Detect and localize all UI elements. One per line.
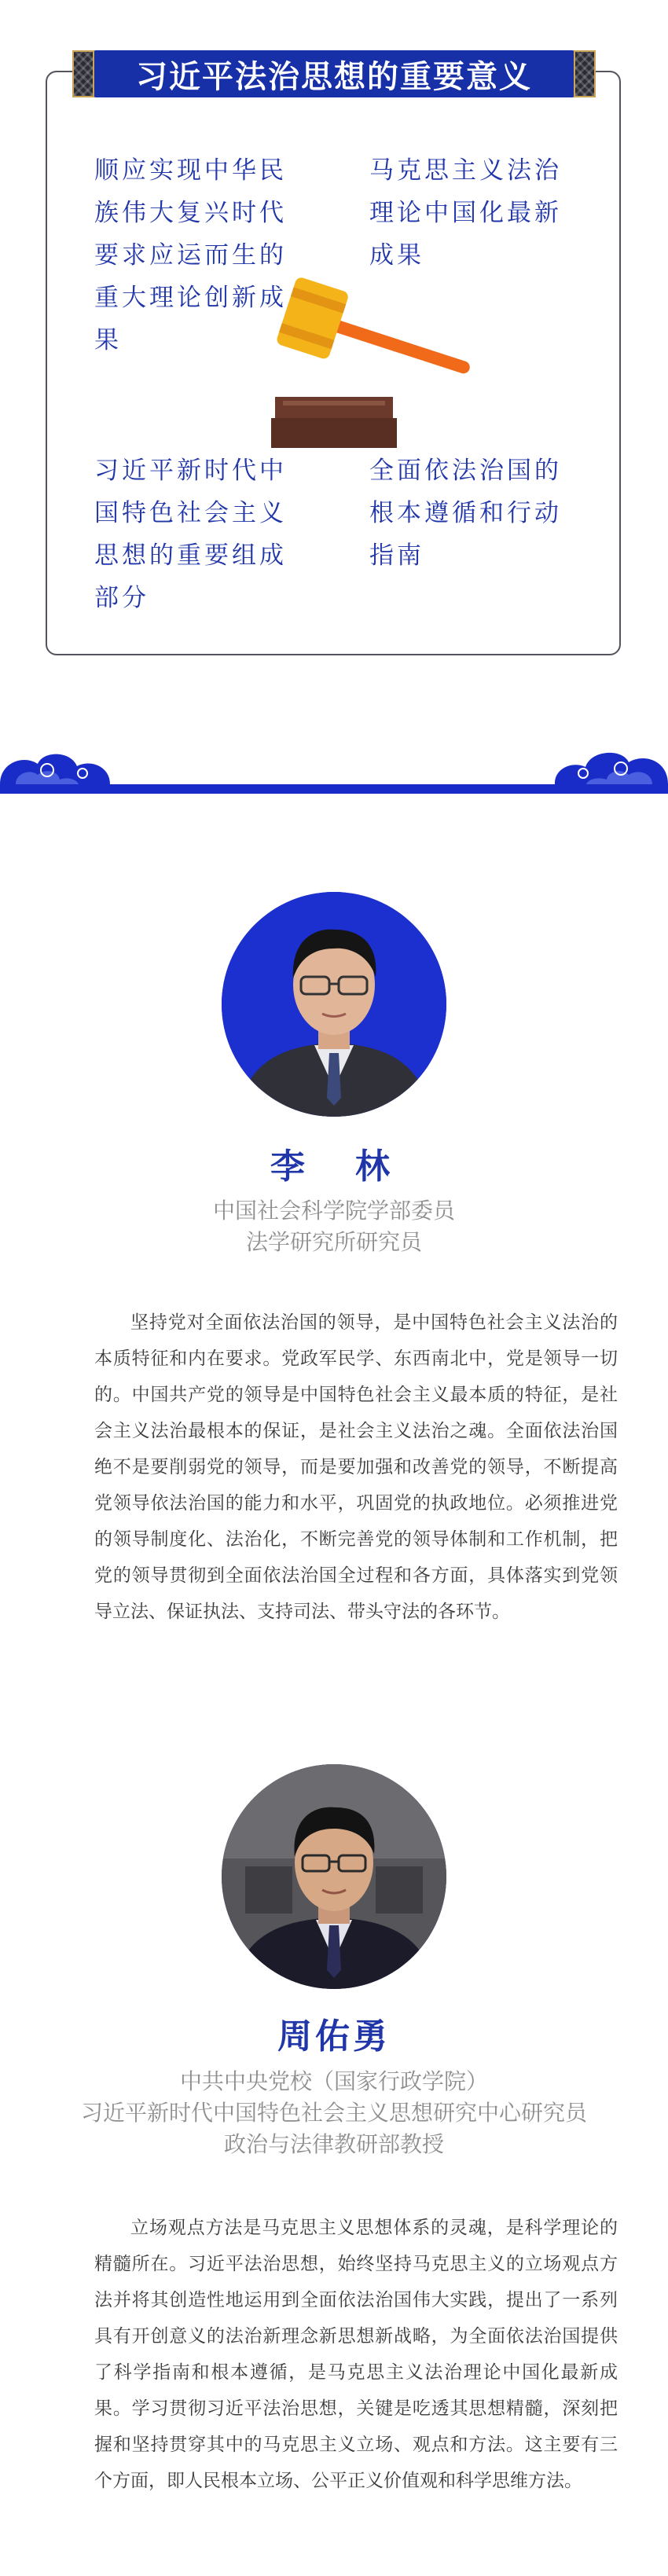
person-title-line: 习近平新时代中国特色社会主义思想研究中心研究员 [80,2100,587,2126]
section-title: 习近平法治思想的重要意义 [136,58,532,95]
banner-ornament-right [574,50,596,97]
banner-ornament-left [72,50,94,97]
person-title-line: 中国社会科学院学部委员 [212,1198,455,1224]
portrait-image [222,1764,446,1989]
significance-point-2: 马克思主义法治理论中国化最新成果 [369,156,562,270]
quote-paragraph: 立场观点方法是马克思主义思想体系的灵魂，是科学理论的精髓所在。习近平法治思想，始终坚持马克思主义的立场观点方法并将其创造性地运用到全面依法治国伟大实践，提出了一系列具有开创意义的法治新理念新思想新战略，为全面依法治国提供了科学指南和根本遵循，是马克思主义法治理论中国化最新成果。学习贯彻习近平法治思想，关键是吃透其思想精髓，深刻把握和坚持贯穿其中的马克思主义立场、观点和方法。这主要有三个方面，即人民根本立场、公平正义价值观和科学思维方法。 [94,2218,618,2491]
portrait-image [222,892,446,1117]
gavel-icon [271,275,491,448]
person-title-line: 法学研究所研究员 [245,1229,422,1255]
avatar-zhou-youyong [222,1764,446,1989]
title-banner [93,50,575,97]
person-title-line: 中共中央党校（国家行政学院） [179,2068,488,2094]
significance-point-3: 习近平新时代中国特色社会主义思想的重要组成部分 [94,457,287,612]
significance-point-1: 顺应实现中华民族伟大复兴时代要求应运而生的重大理论创新成果 [94,156,287,354]
person-name: 李 林 [270,1147,398,1187]
person-title-line: 政治与法律教研部教授 [223,2131,444,2157]
quote-paragraph: 坚持党对全面依法治国的领导，是中国特色社会主义法治的本质特征和内在要求。党政军民学、东西南北中，党是领导一切的。中国共产党的领导是中国特色社会主义最本质的特征，是社会主义法治最根本的保证，是社会主义法治之魂。全面依法治国绝不是要削弱党的领导，而是要加强和改善党的领导，不断提高党领导依法治国的能力和水平，巩固党的执政地位。必须推进党的领导制度化、法治化，不断完善党的领导体制和工作机制，把党的领导贯彻到全面依法治国全过程和各方面，具体落实到党领导立法、保证执法、支持司法、带头守法的各环节。 [94,1312,618,1622]
avatar-li-lin [222,892,446,1117]
person-name: 周佑勇 [277,2016,391,2057]
cloud-divider [0,739,668,794]
significance-point-4: 全面依法治国的根本遵循和行动指南 [369,457,562,570]
